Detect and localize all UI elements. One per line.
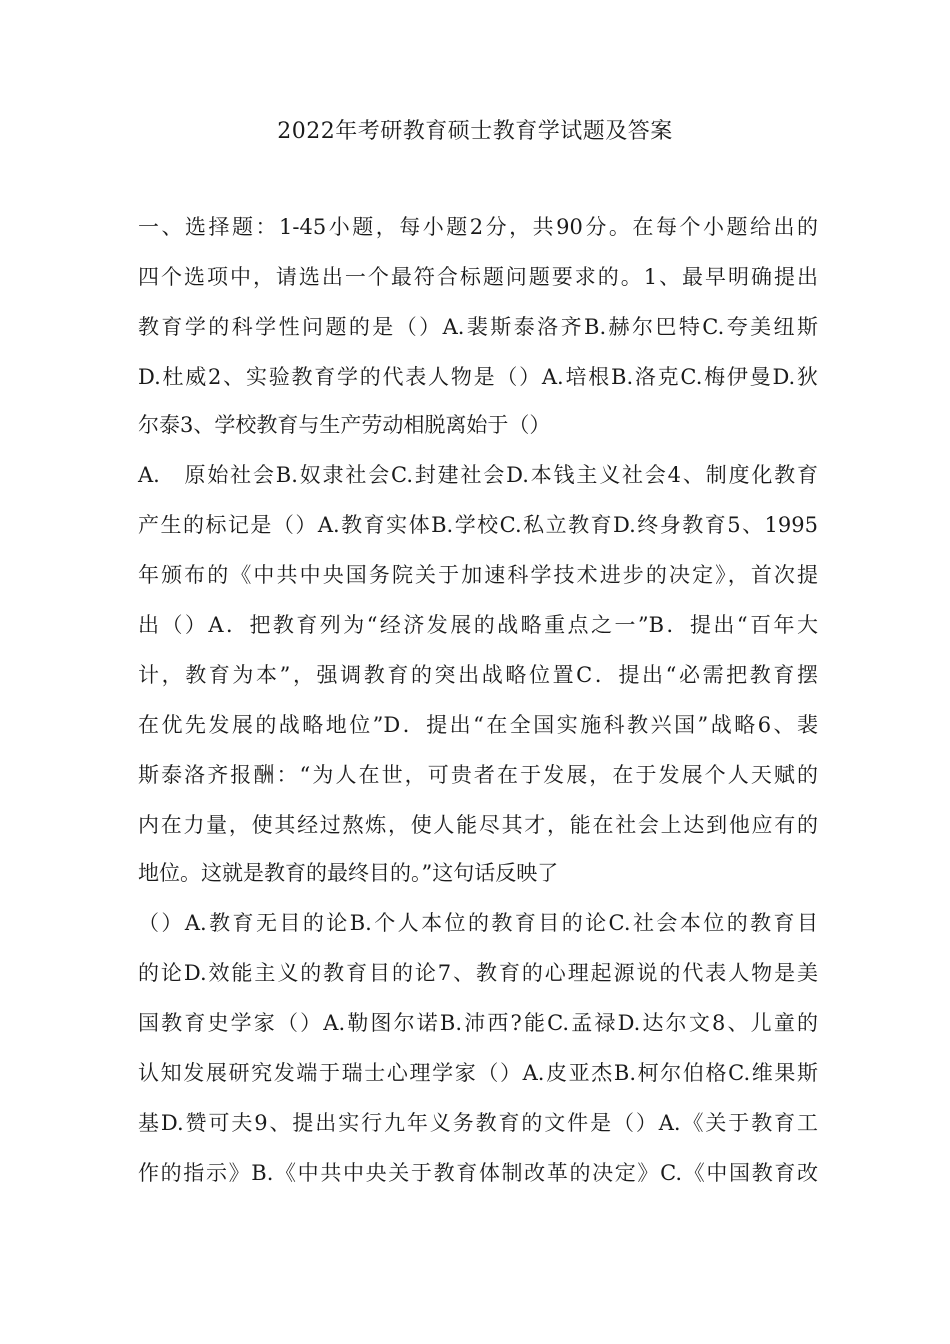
text-line-7: 产生的标记是（）A.教育实体B.学校C.私立教育D.终身教育5、1995 (138, 513, 818, 537)
text-line-13: 内在力量，使其经过熬炼，使人能尽其才，能在社会上达到他应有的 (138, 813, 818, 837)
text-line-11: 在优先发展的战略地位”D．提出“在全国实施科教兴国”战略6、裴 (138, 713, 818, 737)
text-line-8: 年颁布的《中共中央国务院关于加速科学技术进步的决定》，首次提 (138, 563, 818, 587)
text-line-16: 的论D.效能主义的教育目的论7、教育的心理起源说的代表人物是美 (138, 961, 818, 985)
text-line-6: A. 原始社会B.奴隶社会C.封建社会D.本钱主义社会4、制度化教育 (138, 463, 818, 487)
text-line-18: 认知发展研究发端于瑞士心理学家（）A.皮亚杰B.柯尔伯格C.维果斯 (138, 1061, 818, 1085)
text-line-9: 出（）A．把教育列为“经济发展的战略重点之一”B．提出“百年大 (138, 613, 818, 637)
text-line-20: 作的指示》B.《中共中央关于教育体制改革的决定》C.《中国教育改 (138, 1161, 818, 1185)
document-title: 2022年考研教育硕士教育学试题及答案 (277, 119, 673, 144)
text-line-10: 计，教育为本”，强调教育的突出战略位置C．提出“必需把教育摆 (138, 663, 818, 687)
text-line-1: 一、选择题：1-45小题，每小题2分，共90分。在每个小题给出的 (138, 215, 818, 239)
text-line-12: 斯泰洛齐报酬：“为人在世，可贵者在于发展，在于发展个人天赋的 (138, 763, 818, 787)
text-line-19: 基D.赞可夫9、提出实行九年义务教育的文件是（）A.《关于教育工 (138, 1111, 818, 1135)
text-line-4: D.杜威2、实验教育学的代表人物是（）A.培根B.洛克C.梅伊曼D.狄 (138, 365, 818, 389)
text-line-3: 教育学的科学性问题的是（）A.裴斯泰洛齐B.赫尔巴特C.夸美纽斯 (138, 315, 818, 339)
text-line-5: 尔泰3、学校教育与生产劳动相脱离始于（） (138, 413, 551, 437)
text-line-17: 国教育史学家（）A.勒图尔诺B.沛西?能C.孟禄D.达尔文8、儿童的 (138, 1011, 818, 1035)
text-line-15: （）A.教育无目的论B.个人本位的教育目的论C.社会本位的教育目 (138, 911, 818, 935)
text-line-14: 地位。这就是教育的最终目的。”这句话反映了 (138, 861, 559, 885)
text-line-2: 四个选项中，请选出一个最符合标题问题要求的。1、最早明确提出 (138, 265, 818, 289)
